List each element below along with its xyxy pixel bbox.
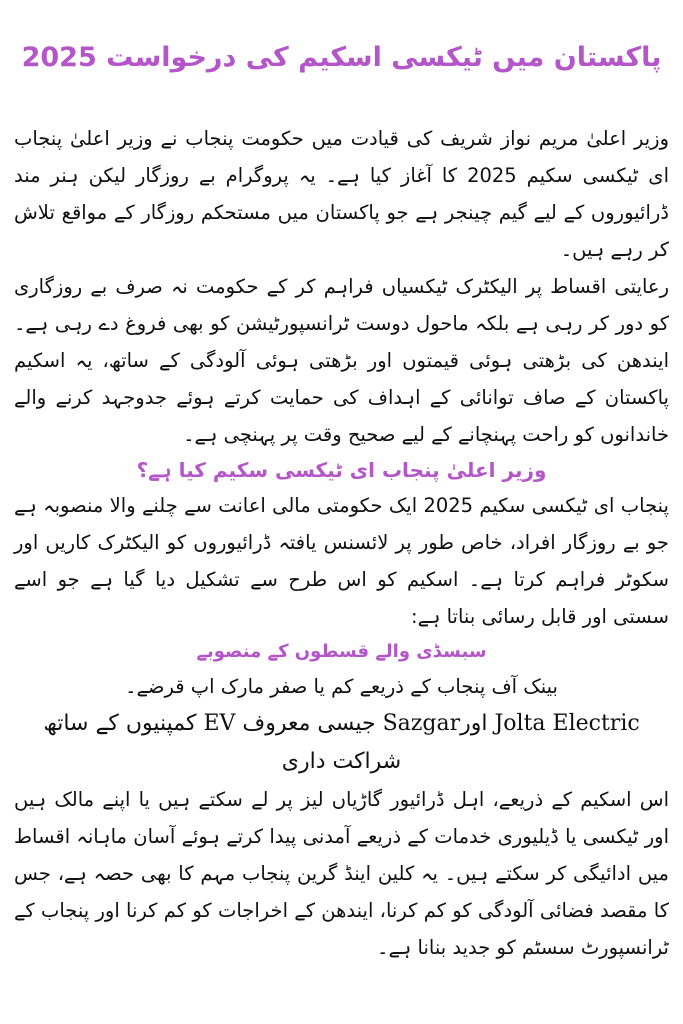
body-paragraph-4: اس اسکیم کے ذریعے، اہل ڈرائیور گاڑیاں لیز پر لے سکتے ہیں یا اپنے مالک ہیں اور ٹیکسی یا ڈیلیوری خدمات کے ذریعے آمدنی پیدا کرتے ہوئے آسان ماہانہ اقساط میں ادائیگی کر سکتے ہیں۔ یہ کلین اینڈ گرین پنجاب مہم کا بھی حصہ ہے، جس کا مقصد فضائی آلودگی کو کم کرنا، ایندھن کے اخراجات کو کم کرنا اور پنجاب کے ٹرانسپورٹ سسٹم کو جدید بنانا ہے۔ <box>14 788 669 959</box>
intro-paragraph: وزیر اعلیٰ مریم نواز شریف کی قیادت میں حکومت پنجاب نے وزیر اعلیٰ پنجاب ای ٹیکسی سکیم 2025 کا آغاز کیا ہے۔ یہ پروگرام بے روزگار لیکن ہنر مند ڈرائیوروں کے لیے گیم چینجر ہے جو پاکستان میں مستحکم روزگار کے مواقع تلاش کر رہے ہیں۔ <box>14 127 669 261</box>
word-and: اور <box>460 711 488 736</box>
brand-ev: EV <box>203 711 236 736</box>
body-paragraph-3: پنجاب ای ٹیکسی سکیم 2025 ایک حکومتی مالی اعانت سے چلنے والا منصوبہ ہے جو بے روزگار افراد، خاص طور پر لائسنس یافتہ ڈرائیوروں کو الیکٹرک کاریں اور سکوٹر فراہم کرتا ہے۔ اسکیم کو اس طرح سے تشکیل دیا گیا ہے جو اسے سستی اور قابل رسائی بناتا ہے: <box>14 494 669 628</box>
bullet-ev-partnerships <box>14 705 669 781</box>
bullet-bank-loans: بینک آف پنجاب کے ذریعے کم یا صفر مارک اپ قرضے۔ <box>125 675 558 698</box>
brand-jolta: Jolta Electric <box>494 711 640 736</box>
page-title: پاکستان میں ٹیکسی اسکیم کی درخواست 2025 <box>21 42 662 73</box>
section-heading-what-is-scheme: وزیر اعلیٰ پنجاب ای ٹیکسی سکیم کیا ہے؟ <box>136 458 547 482</box>
word-companies-partnership: کمپنیوں کے ساتھ شراکت داری <box>43 711 402 774</box>
body-paragraph-2: رعایتی اقساط پر الیکٹرک ٹیکسیاں فراہم کر کے حکومت نہ صرف بے روزگاری کو دور کر رہی ہے بلکہ ماحول دوست ٹرانسپورٹیشن کو بھی فروغ دے رہی ہے۔ ایندھن کی بڑھتی ہوئی قیمتوں اور بڑھتی ہوئی آلودگی کے ساتھ، یہ اسکیم پاکستان کے صاف توانائی کے اہداف کی حمایت کرتے ہوئے جدوجہد کرنے والے خاندانوں کو راحت پہنچانے کے لیے صحیح وقت پر پہنچی ہے۔ <box>14 275 669 446</box>
section-heading-subsidized-installments: سبسڈی والے قسطوں کے منصوبے <box>196 641 487 662</box>
brand-sazgar: Sazgar <box>382 711 461 736</box>
word-like-famous: جیسی معروف <box>242 711 376 736</box>
